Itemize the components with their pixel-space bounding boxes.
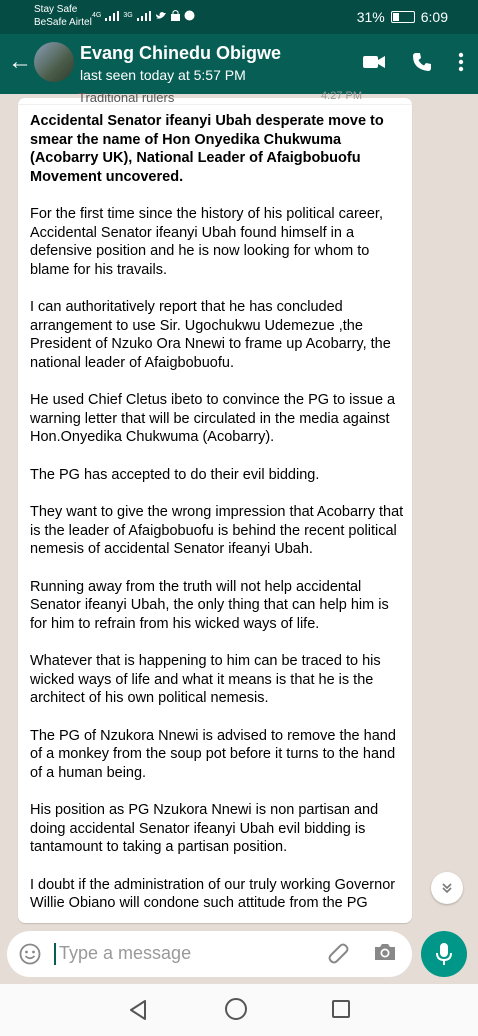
voice-call-icon[interactable] xyxy=(412,52,432,72)
message-paragraph: His position as PG Nzukora Nnewi is non partisan and doing accidental Senator ifeanyi Ubah evil bidding is tantamount to taking a partisan position. xyxy=(30,802,379,855)
nav-recents-icon[interactable] xyxy=(332,1000,350,1018)
previous-message xyxy=(18,90,412,105)
header-actions xyxy=(362,52,464,72)
status-right xyxy=(357,9,448,25)
voice-message-button[interactable] xyxy=(421,931,467,977)
message-bubble[interactable] xyxy=(18,90,412,923)
contact-name[interactable]: Evang Chinedu Obigwe xyxy=(80,43,282,63)
carrier-line-1: Stay Safe xyxy=(34,4,78,15)
network-type-2: 3G xyxy=(123,12,133,19)
text-cursor xyxy=(54,943,56,965)
chat-area[interactable] xyxy=(0,90,478,926)
last-seen: last seen today at 5:57 PM xyxy=(80,67,246,83)
message-paragraph: For the first time since the history of his political career, Accidental Senator ifeanyi Ubah found himself in a defensive position and he is now looking for whom to blame for his travails. xyxy=(30,206,383,278)
whatsapp-notification-icon xyxy=(184,10,195,21)
double-chevron-down-icon xyxy=(441,882,453,894)
microphone-icon xyxy=(436,942,452,966)
previous-message-text: Traditional rulers xyxy=(78,90,175,105)
message-composer[interactable] xyxy=(7,931,412,977)
message-headline: Accidental Senator ifeanyi Ubah desperate move to smear the name of Hon Onyedika Chukwuma (Acobarry UK), National Leader of Afaigbobuofu Movement uncovered. xyxy=(30,113,384,185)
message-paragraph: The PG has accepted to do their evil bidding. xyxy=(30,466,320,483)
signal-icon xyxy=(137,11,151,21)
camera-icon[interactable] xyxy=(373,941,397,963)
attach-icon[interactable] xyxy=(326,941,350,965)
battery-icon xyxy=(391,11,415,23)
network-type-1: 4G xyxy=(92,12,102,19)
scroll-to-bottom-button[interactable] xyxy=(431,872,463,904)
lock-icon xyxy=(171,10,180,21)
message-paragraph: They want to give the wrong impression that Acobarry that is the leader of Afaigbobuofu is behind the recent political nemesis of accidental Senator ifeanyi Ubah. xyxy=(30,504,404,557)
previous-message-time: 4:27 PM xyxy=(321,90,362,102)
message-paragraph: I can authoritatively report that he has concluded arrangement to use Sir. Ugochukwu Udemezue ,the President of Nzuko Ora Nnewi to frame up Acobarry, the national leader of Afaigbobuofu. xyxy=(30,299,391,371)
system-navigation-bar xyxy=(0,984,478,1036)
clock: 6:09 xyxy=(420,9,448,25)
message-input[interactable]: Type a message xyxy=(59,943,192,963)
message-paragraph: Running away from the truth will not help accidental Senator ifeanyi Ubah, the only thing that can help him is for him to refrain from his wicked ways of life. xyxy=(30,578,389,632)
status-icons xyxy=(92,10,195,21)
nav-back-icon[interactable] xyxy=(128,999,148,1021)
video-call-icon[interactable] xyxy=(362,54,386,70)
message-paragraph: Whatever that is happening to him can be traced to his wicked ways of life and what it means is that he is the architect of his own political nemesis. xyxy=(30,653,381,706)
message-paragraph: I doubt if the administration of our truly working Governor Willie Obiano will condone such attitude from the PG xyxy=(30,876,396,911)
signal-icon xyxy=(105,11,119,21)
menu-icon[interactable] xyxy=(458,52,464,72)
message-paragraph: He used Chief Cletus ibeto to convince the PG to issue a warning letter that will be circulated in the media against Hon.Onyedika Chukwuma (Acobarry). xyxy=(30,392,396,445)
nav-home-icon[interactable] xyxy=(224,997,248,1021)
twitter-icon xyxy=(155,11,167,21)
message-paragraph: The PG of Nzukora Nnewi is advised to remove the hand of a monkey from the soup pot before it turns to the hand of a human being. xyxy=(30,727,396,781)
carrier-info xyxy=(34,3,92,29)
status-bar xyxy=(0,0,478,34)
back-arrow-icon[interactable]: ← xyxy=(8,48,32,75)
avatar[interactable] xyxy=(34,42,74,82)
emoji-icon[interactable] xyxy=(19,943,41,965)
battery-percent: 31% xyxy=(356,9,385,25)
message-text xyxy=(30,112,408,932)
carrier-line-2: BeSafe Airtel xyxy=(34,17,92,28)
chat-header xyxy=(0,34,478,94)
